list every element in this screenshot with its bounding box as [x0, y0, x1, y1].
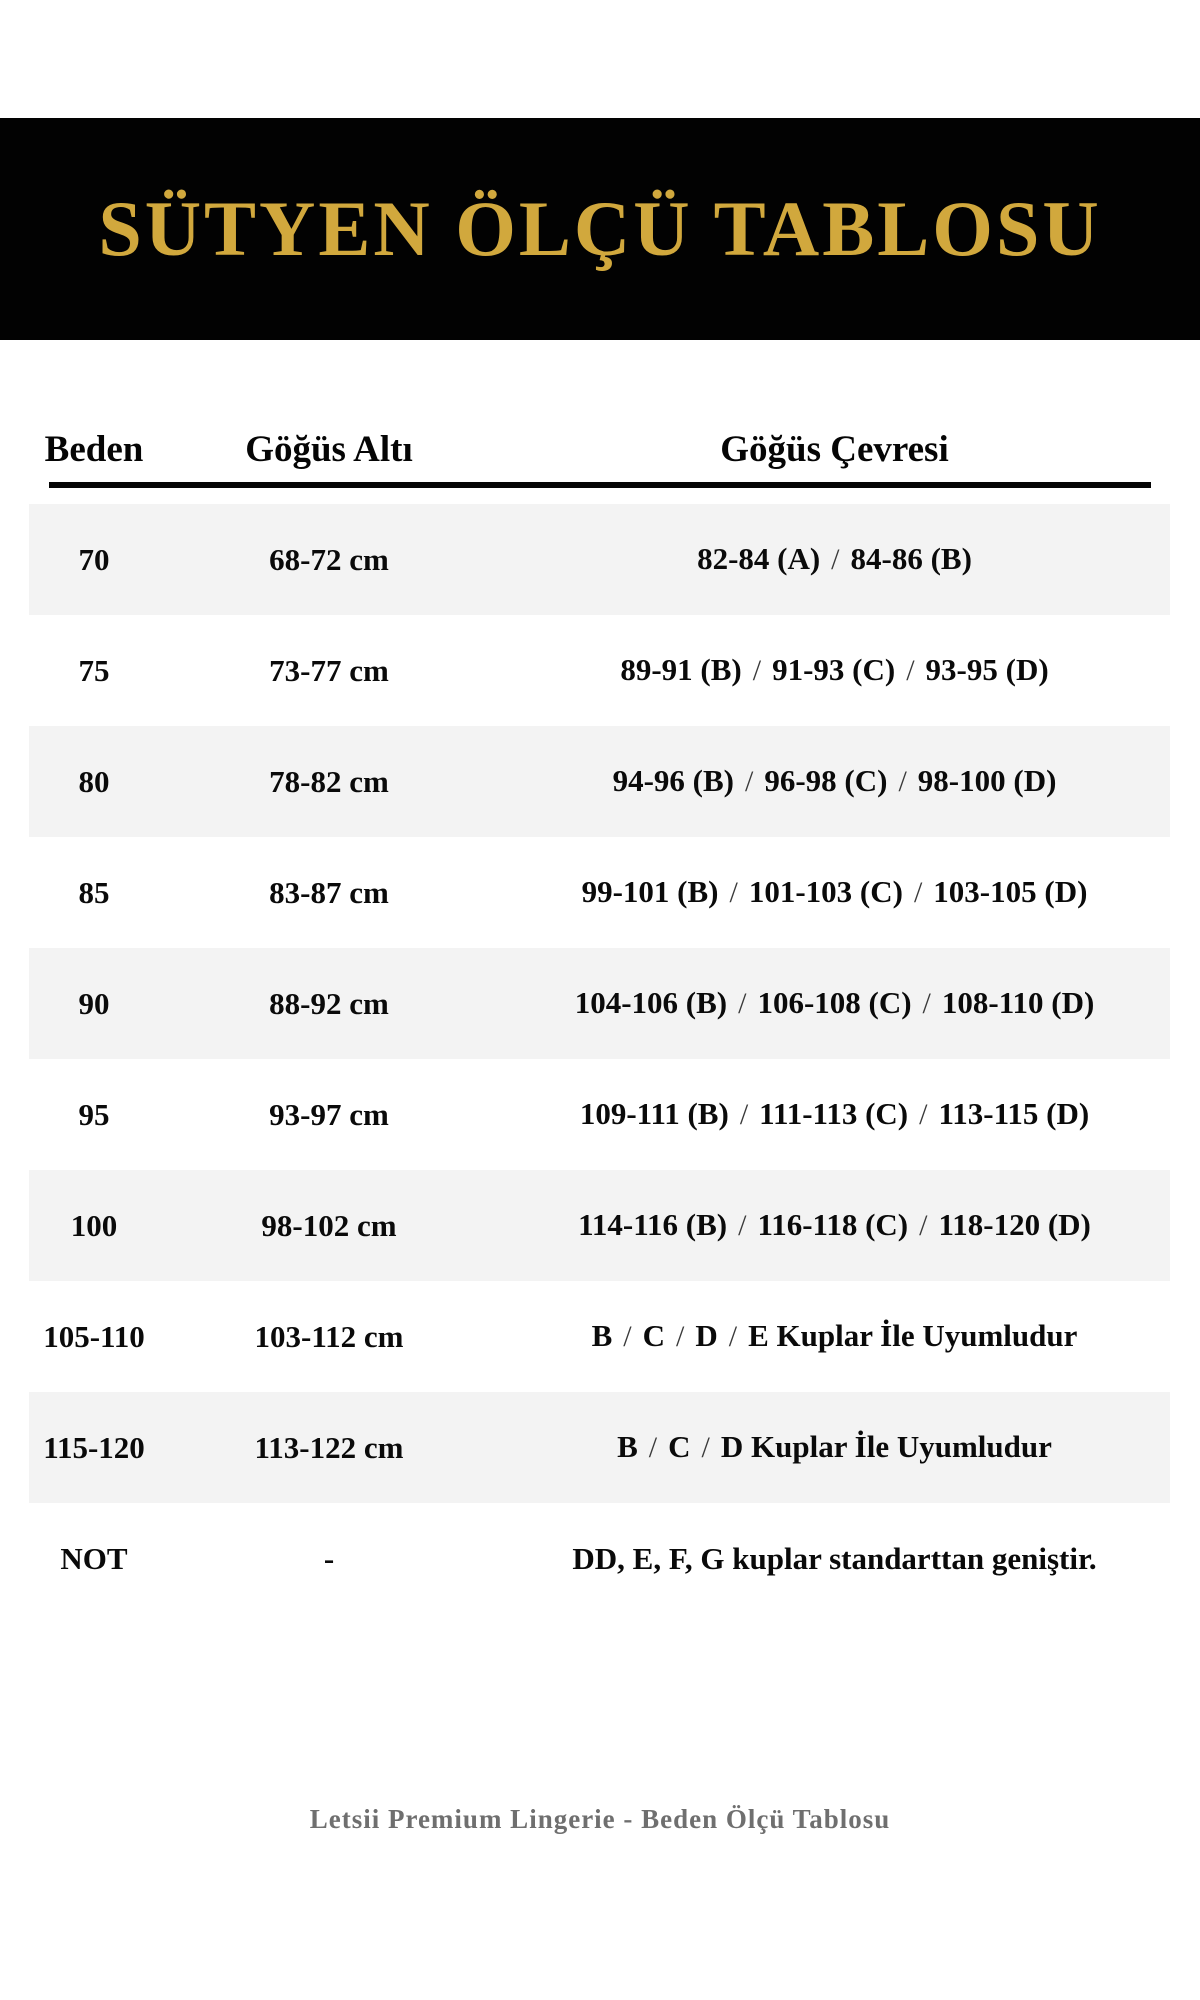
cevresi-part: 82-84 (A)	[697, 541, 821, 577]
cell-gogus-cevresi	[499, 1541, 1170, 1577]
header-underline	[49, 482, 1151, 488]
title-banner	[0, 118, 1200, 340]
cevresi-part: 111-113 (C)	[759, 1096, 909, 1132]
cell-gogus-cevresi	[499, 652, 1170, 689]
cell-beden: 100	[70, 1207, 118, 1243]
cell-gogus-cevresi	[499, 874, 1170, 911]
slash-separator: /	[648, 1431, 658, 1465]
size-table	[29, 420, 1170, 1614]
cell-gogus-alti: 68-72 cm	[269, 541, 389, 577]
cevresi-part: 99-101 (B)	[581, 874, 719, 910]
cell-beden: NOT	[60, 1540, 128, 1576]
cevresi-part: 116-118 (C)	[757, 1207, 909, 1243]
table-row	[29, 726, 1170, 837]
slash-separator: /	[898, 765, 907, 799]
cevresi-part: 93-95 (D)	[925, 652, 1049, 688]
table-row	[29, 1059, 1170, 1170]
cell-gogus-cevresi	[499, 763, 1170, 800]
cevresi-part: 84-86 (B)	[850, 541, 972, 577]
cell-beden: 105-110	[43, 1318, 145, 1354]
cell-beden: 70	[78, 541, 110, 577]
cell-gogus-alti: 103-112 cm	[254, 1318, 404, 1354]
cell-gogus-alti: 88-92 cm	[269, 985, 389, 1021]
slash-separator: /	[913, 876, 923, 910]
cevresi-part: 91-93 (C)	[772, 652, 896, 688]
table-row	[29, 1281, 1170, 1392]
slash-separator: /	[919, 1209, 928, 1243]
cell-beden: 80	[78, 763, 110, 799]
cevresi-part: 118-120 (D)	[938, 1207, 1091, 1243]
cell-gogus-cevresi	[499, 541, 1170, 578]
slash-separator: /	[745, 765, 754, 799]
slash-separator: /	[922, 987, 931, 1021]
cevresi-part: 98-100 (D)	[917, 763, 1057, 799]
cell-gogus-alti: 83-87 cm	[269, 874, 389, 910]
slash-separator: /	[738, 1209, 747, 1243]
slash-separator: /	[906, 654, 915, 688]
cevresi-part: C	[642, 1318, 665, 1354]
cell-gogus-alti: 73-77 cm	[269, 652, 389, 688]
table-row	[29, 504, 1170, 615]
header-gogus-cevresi: Göğüs Çevresi	[720, 428, 949, 470]
cevresi-part: 114-116 (B)	[578, 1207, 728, 1243]
cevresi-part: 101-103 (C)	[748, 874, 903, 910]
cevresi-part: 96-98 (C)	[764, 763, 888, 799]
slash-separator: /	[738, 987, 747, 1021]
cell-gogus-alti: -	[323, 1540, 335, 1576]
cell-beden: 90	[78, 985, 110, 1021]
table-header-row	[29, 420, 1170, 478]
cell-gogus-cevresi	[499, 1096, 1170, 1133]
table-row	[29, 1170, 1170, 1281]
cevresi-part: 106-108 (C)	[757, 985, 912, 1021]
cevresi-part: 104-106 (B)	[574, 985, 728, 1021]
slash-separator: /	[831, 543, 840, 577]
cell-gogus-cevresi	[499, 1207, 1170, 1244]
table-row	[29, 837, 1170, 948]
table-row	[29, 615, 1170, 726]
cevresi-part: 89-91 (B)	[620, 652, 742, 688]
slash-separator: /	[623, 1320, 632, 1354]
slash-separator: /	[676, 1320, 685, 1354]
page-title: SÜTYEN ÖLÇÜ TABLOSU	[98, 185, 1102, 272]
cell-gogus-alti: 113-122 cm	[254, 1429, 404, 1465]
cell-beden: 75	[78, 652, 110, 688]
cevresi-part: 108-110 (D)	[941, 985, 1095, 1021]
header-beden: Beden	[44, 428, 144, 470]
cevresi-part: B	[617, 1429, 638, 1465]
table-row	[29, 948, 1170, 1059]
cell-gogus-cevresi	[499, 1429, 1170, 1466]
cell-beden: 95	[78, 1096, 110, 1132]
slash-separator: /	[919, 1098, 928, 1132]
cell-beden: 85	[78, 874, 110, 910]
slash-separator: /	[739, 1098, 749, 1132]
cell-gogus-cevresi	[499, 1318, 1170, 1355]
cevresi-part: C	[668, 1429, 691, 1465]
cevresi-part: B	[591, 1318, 613, 1354]
cevresi-part: 109-111 (B)	[579, 1096, 729, 1132]
slash-separator: /	[752, 654, 762, 688]
cell-gogus-alti: 98-102 cm	[261, 1207, 397, 1243]
cevresi-part: 94-96 (B)	[612, 763, 734, 799]
cell-beden: 115-120	[43, 1429, 145, 1465]
cell-gogus-alti: 93-97 cm	[269, 1096, 389, 1132]
cell-gogus-cevresi	[499, 985, 1170, 1022]
slash-separator: /	[729, 876, 738, 910]
table-row	[29, 1503, 1170, 1614]
slash-separator: /	[728, 1320, 738, 1354]
table-row	[29, 1392, 1170, 1503]
cevresi-part: 103-105 (D)	[933, 874, 1088, 910]
cevresi-part: E Kuplar İle Uyumludur	[748, 1318, 1078, 1354]
cevresi-part: D Kuplar İle Uyumludur	[720, 1429, 1052, 1465]
footer-brand-line: Letsii Premium Lingerie - Beden Ölçü Tablosu	[309, 1804, 891, 1834]
cell-gogus-alti: 78-82 cm	[269, 763, 389, 799]
table-body	[29, 504, 1170, 1614]
header-gogus-alti: Göğüs Altı	[245, 428, 413, 470]
cevresi-part: D	[695, 1318, 718, 1354]
cevresi-part: 113-115 (D)	[938, 1096, 1090, 1132]
cevresi-part: DD, E, F, G kuplar standarttan geniştir.	[572, 1540, 1097, 1576]
slash-separator: /	[701, 1431, 710, 1465]
